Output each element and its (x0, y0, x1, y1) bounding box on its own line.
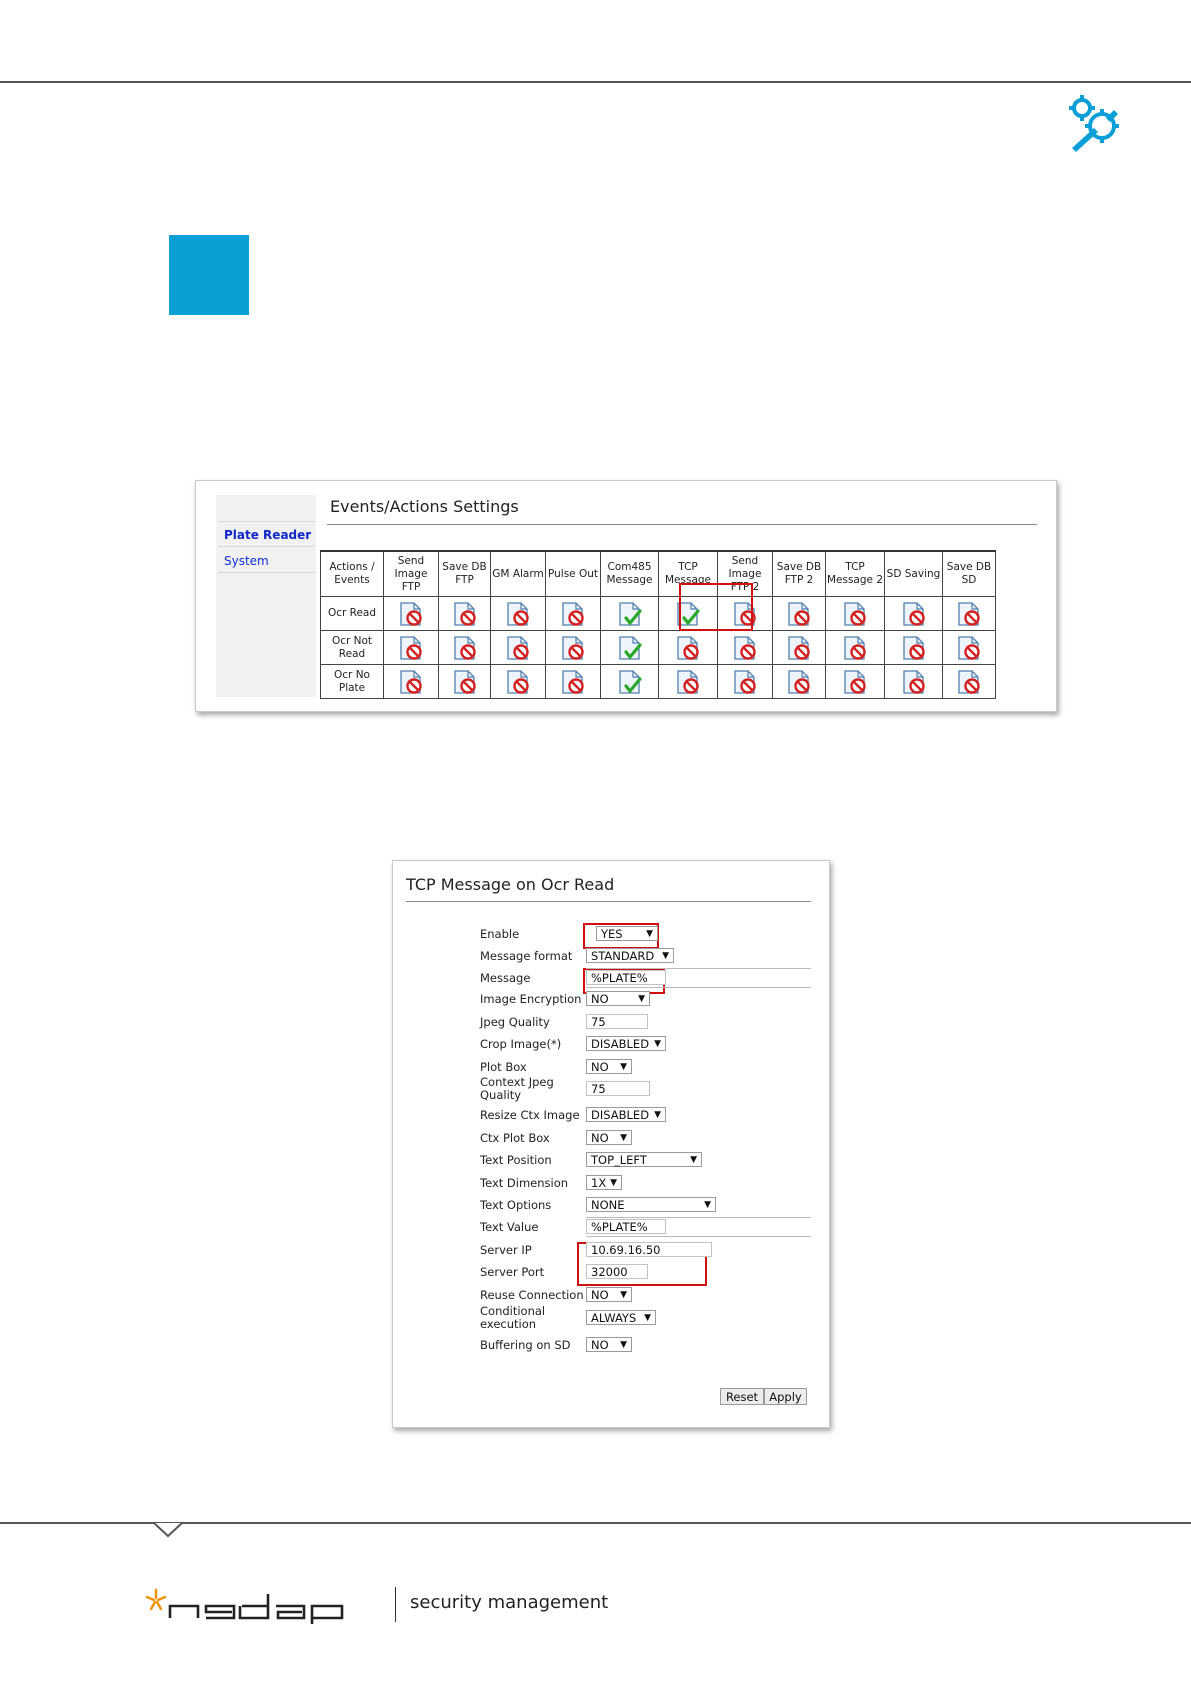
field-label: Server Port (480, 1265, 545, 1279)
action-cell[interactable] (546, 665, 601, 699)
field-label: Reuse Connection (480, 1288, 584, 1302)
apply-button[interactable]: Apply (764, 1388, 807, 1405)
column-header-line: Send (397, 554, 425, 567)
field-value: YES (601, 927, 623, 941)
field-label: Text Options (480, 1198, 552, 1212)
field-value: NO (591, 1131, 609, 1145)
field-value: 75 (591, 1082, 606, 1096)
action-disabled-icon[interactable] (784, 633, 814, 663)
action-cell[interactable] (384, 631, 439, 665)
nedap-logo (142, 1586, 382, 1626)
table-row (321, 597, 996, 631)
field-overline (586, 968, 811, 969)
sidebar-divider (218, 521, 314, 522)
logo-divider (395, 1587, 396, 1622)
column-header-line: Message 2 (826, 574, 884, 586)
table-row (321, 665, 996, 699)
field-select[interactable] (586, 1175, 622, 1190)
row-label (321, 631, 384, 665)
field-select[interactable] (586, 948, 674, 963)
header-line: Events (334, 574, 370, 586)
action-disabled-icon[interactable] (954, 599, 984, 629)
action-cell[interactable] (659, 631, 718, 665)
action-cell[interactable] (601, 665, 659, 699)
column-header-line: SD Saving (886, 567, 941, 580)
field-label: Resize Ctx Image (480, 1108, 580, 1122)
field-value: 10.69.16.50 (591, 1243, 661, 1257)
action-disabled-icon[interactable] (784, 599, 814, 629)
action-disabled-icon[interactable] (784, 667, 814, 697)
action-cell[interactable] (943, 597, 996, 631)
action-disabled-icon[interactable] (730, 633, 760, 663)
highlight-box-tcp-message (679, 583, 753, 631)
field-select[interactable] (586, 1059, 632, 1074)
field-value: NO (591, 1338, 609, 1352)
action-cell[interactable] (826, 631, 885, 665)
action-disabled-icon[interactable] (954, 633, 984, 663)
field-select[interactable] (586, 991, 650, 1006)
field-input[interactable] (586, 970, 666, 985)
action-disabled-icon[interactable] (558, 599, 588, 629)
column-header-line: FTP 2 (784, 574, 814, 586)
sidebar-item-system[interactable]: System (224, 554, 269, 568)
field-value: ALWAYS (591, 1311, 637, 1325)
column-header (384, 551, 439, 597)
column-header-line: Message (606, 574, 653, 586)
field-label: Server IP (480, 1243, 532, 1257)
field-value: NO (591, 1288, 609, 1302)
events-panel-title: Events/Actions Settings (330, 497, 519, 516)
action-cell[interactable] (773, 631, 826, 665)
row-label (321, 665, 384, 699)
field-label: Crop Image(*) (480, 1037, 562, 1051)
action-cell[interactable] (773, 665, 826, 699)
field-select[interactable] (586, 1036, 666, 1051)
dropdown-arrow-icon: ▼ (620, 1290, 627, 1300)
action-cell[interactable] (546, 597, 601, 631)
action-disabled-icon[interactable] (840, 667, 870, 697)
action-cell[interactable] (826, 665, 885, 699)
field-input[interactable] (586, 1264, 648, 1279)
column-header-line: Image (394, 567, 428, 580)
section-marker-square (169, 235, 249, 315)
field-select[interactable] (586, 1287, 632, 1302)
tcp-panel-title: TCP Message on Ocr Read (406, 875, 615, 894)
table-header-row (321, 551, 996, 597)
dropdown-arrow-icon: ▼ (610, 1178, 617, 1188)
events-actions-screenshot (195, 480, 1057, 712)
field-select[interactable] (596, 926, 658, 941)
row-label-line: Ocr Not (331, 634, 373, 647)
field-value: 32000 (591, 1265, 628, 1279)
dropdown-arrow-icon: ▼ (654, 1110, 661, 1120)
field-label: Message format (480, 949, 573, 963)
action-disabled-icon[interactable] (899, 599, 929, 629)
field-input[interactable] (586, 1081, 650, 1096)
column-header-line: Send (731, 554, 759, 567)
action-enabled-icon[interactable] (615, 633, 645, 663)
field-overline (586, 1217, 811, 1218)
field-label: Text Position (480, 1153, 552, 1167)
action-cell[interactable] (885, 597, 943, 631)
row-label-line: Read (338, 647, 366, 660)
action-disabled-icon[interactable] (503, 633, 533, 663)
action-cell[interactable] (439, 597, 491, 631)
action-cell[interactable] (826, 597, 885, 631)
column-header-line: Com485 (607, 561, 652, 573)
action-cell[interactable] (384, 597, 439, 631)
action-disabled-icon[interactable] (450, 633, 480, 663)
row-label-line: Plate (338, 681, 366, 694)
column-header-line: Pulse Out (547, 567, 599, 580)
column-header-line: FTP (401, 580, 421, 593)
field-label: Jpeg Quality (480, 1015, 550, 1029)
field-value: STANDARD (591, 949, 655, 963)
tcp-message-screenshot (392, 860, 830, 1428)
column-header-line: Save DB (946, 561, 992, 573)
field-input[interactable] (586, 1014, 648, 1029)
column-header-line: TCP (678, 561, 698, 573)
field-label: Image Encryption (480, 992, 582, 1006)
field-value: NO (591, 992, 609, 1006)
sidebar-item-plate-reader[interactable]: Plate Reader (224, 528, 312, 542)
action-cell[interactable] (718, 631, 773, 665)
title-rule (327, 524, 1037, 525)
field-label: Buffering on SD (480, 1338, 571, 1352)
column-header-line: Image (728, 567, 762, 580)
field-select[interactable] (586, 1310, 656, 1325)
field-value: 1X (591, 1176, 607, 1190)
title-rule (406, 901, 811, 902)
action-cell[interactable] (885, 665, 943, 699)
action-cell[interactable] (601, 631, 659, 665)
field-value: TOP_LEFT (591, 1153, 647, 1167)
column-header (439, 551, 491, 597)
action-disabled-icon[interactable] (503, 599, 533, 629)
footer-tagline: security management (410, 1592, 609, 1613)
action-cell[interactable] (773, 597, 826, 631)
field-input[interactable] (586, 1219, 666, 1234)
field-value: %PLATE% (591, 1220, 648, 1234)
dropdown-arrow-icon: ▼ (646, 929, 653, 939)
field-label: Text Value (480, 1220, 539, 1234)
action-disabled-icon[interactable] (840, 633, 870, 663)
action-cell[interactable] (439, 631, 491, 665)
action-disabled-icon[interactable] (396, 667, 426, 697)
field-value: %PLATE% (591, 971, 648, 985)
action-disabled-icon[interactable] (450, 599, 480, 629)
row-label-line: Ocr No (334, 668, 370, 681)
field-select[interactable] (586, 1197, 716, 1212)
sidebar-divider (218, 546, 314, 547)
field-underline (586, 987, 811, 988)
field-value: NO (591, 1060, 609, 1074)
column-header (601, 551, 659, 597)
field-label: Enable (480, 927, 520, 941)
column-header-line: Message (664, 574, 712, 586)
action-cell[interactable] (943, 665, 996, 699)
events-actions-table (320, 550, 996, 699)
dropdown-arrow-icon: ▼ (620, 1340, 627, 1350)
action-disabled-icon[interactable] (396, 633, 426, 663)
dropdown-arrow-icon: ▼ (644, 1313, 651, 1323)
field-select[interactable] (586, 1337, 632, 1352)
action-disabled-icon[interactable] (673, 667, 703, 697)
header-cell-actions-events (321, 551, 384, 597)
column-header-line: Save DB (776, 561, 822, 573)
field-value: 75 (591, 1015, 606, 1029)
action-disabled-icon[interactable] (954, 667, 984, 697)
column-header-line: TCP (845, 561, 865, 573)
settings-wrench-icon (1068, 94, 1128, 156)
action-disabled-icon[interactable] (899, 633, 929, 663)
action-cell[interactable] (718, 665, 773, 699)
header-rule (0, 81, 1191, 83)
dropdown-arrow-icon: ▼ (620, 1062, 627, 1072)
field-input[interactable] (586, 1242, 712, 1257)
field-select[interactable] (586, 1130, 632, 1145)
column-header (885, 551, 943, 597)
field-select[interactable] (586, 1107, 666, 1122)
action-enabled-icon[interactable] (615, 599, 645, 629)
field-value: NONE (591, 1198, 625, 1212)
action-cell[interactable] (491, 665, 546, 699)
action-disabled-icon[interactable] (396, 599, 426, 629)
action-cell[interactable] (439, 665, 491, 699)
field-label: Plot Box (480, 1060, 527, 1074)
column-header (943, 551, 996, 597)
column-header (773, 551, 826, 597)
action-cell[interactable] (546, 631, 601, 665)
field-label: Text Dimension (480, 1176, 569, 1190)
sidebar-divider (218, 572, 314, 573)
field-label: Context Jpeg Quality (480, 1075, 554, 1102)
field-label: Conditional execution (480, 1304, 546, 1331)
action-disabled-icon[interactable] (558, 633, 588, 663)
action-cell[interactable] (601, 597, 659, 631)
action-disabled-icon[interactable] (558, 667, 588, 697)
dropdown-arrow-icon: ▼ (690, 1155, 697, 1165)
dropdown-arrow-icon: ▼ (704, 1200, 711, 1210)
field-label: Message (480, 971, 531, 985)
field-label: Ctx Plot Box (480, 1131, 550, 1145)
column-header (826, 551, 885, 597)
row-label-line: Ocr Read (327, 607, 377, 619)
action-disabled-icon[interactable] (503, 667, 533, 697)
reset-button[interactable]: Reset (720, 1388, 764, 1405)
column-header-line: FTP (455, 574, 474, 586)
action-disabled-icon[interactable] (673, 633, 703, 663)
field-value: DISABLED (591, 1108, 650, 1122)
field-value: DISABLED (591, 1037, 650, 1051)
dropdown-arrow-icon: ▼ (654, 1039, 661, 1049)
dropdown-arrow-icon: ▼ (662, 951, 669, 961)
action-disabled-icon[interactable] (840, 599, 870, 629)
action-cell[interactable] (491, 631, 546, 665)
action-cell[interactable] (659, 665, 718, 699)
table-row (321, 631, 996, 665)
action-disabled-icon[interactable] (730, 667, 760, 697)
column-header-line: GM Alarm (492, 567, 544, 580)
row-label (321, 597, 384, 631)
settings-sidebar (216, 495, 316, 697)
action-disabled-icon[interactable] (899, 667, 929, 697)
dropdown-arrow-icon: ▼ (620, 1133, 627, 1143)
column-header-line: SD (961, 574, 977, 586)
header-line: Actions / (329, 561, 375, 573)
column-header (491, 551, 546, 597)
action-cell[interactable] (943, 631, 996, 665)
action-enabled-icon[interactable] (615, 667, 645, 697)
action-cell[interactable] (384, 665, 439, 699)
column-header-line: FTP 2 (730, 580, 760, 593)
field-underline (586, 1236, 811, 1237)
column-header (546, 551, 601, 597)
action-cell[interactable] (491, 597, 546, 631)
column-header-line: Save DB (442, 561, 487, 573)
action-cell[interactable] (885, 631, 943, 665)
action-disabled-icon[interactable] (450, 667, 480, 697)
dropdown-arrow-icon: ▼ (638, 994, 645, 1004)
footer-notch (154, 1523, 184, 1539)
field-select[interactable] (586, 1152, 702, 1167)
